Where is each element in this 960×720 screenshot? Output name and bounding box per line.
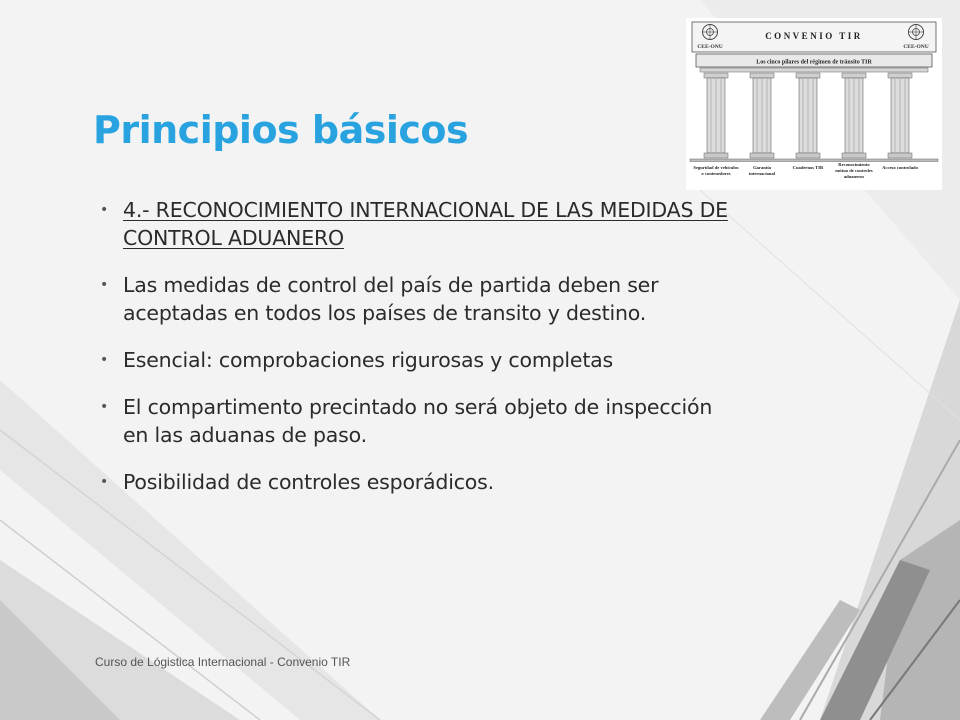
bullet-item xyxy=(100,271,740,327)
bullet-item xyxy=(100,346,740,374)
pillar-label-line: Reconocimiento xyxy=(838,162,870,167)
bullet-text: Posibilidad de controles esporádicos. xyxy=(123,470,494,494)
pillar-label xyxy=(793,165,824,170)
pillar xyxy=(704,73,728,158)
pillar-label-line: o contenedores xyxy=(701,171,731,176)
pillar xyxy=(888,73,912,158)
slide-title: Principios básicos xyxy=(93,108,469,152)
pillar-label xyxy=(882,165,918,170)
bullet-text-heading: 4.- RECONOCIMIENTO INTERNACIONAL DE LAS MEDIDAS DE CONTROL ADUANERO xyxy=(123,198,728,250)
pillar-label-line: internacional xyxy=(748,171,776,176)
figure-subtitle: Los cinco pilares del régimen de tránsito TIR xyxy=(756,59,872,66)
un-logo-left-icon xyxy=(703,25,718,40)
bullet-item xyxy=(100,393,740,449)
pillar-label-line: Garantía xyxy=(753,165,771,170)
bullet-text: El compartimento precintado no será objeto de inspección en las aduanas de paso. xyxy=(123,395,713,447)
bullet-text: Esencial: comprobaciones rigurosas y completas xyxy=(123,348,614,372)
bullet-text: Las medidas de control del país de partida deben ser aceptadas en todos los países de transito y destino. xyxy=(123,273,659,325)
pillar-label-line: Seguridad de vehículos xyxy=(693,165,739,170)
pillars-base xyxy=(690,159,938,162)
logo-right-label: CEE-ONU xyxy=(903,44,929,50)
bullet-item xyxy=(100,468,740,496)
figure-header: CONVENIO TIR xyxy=(765,31,863,41)
bullet-list xyxy=(100,196,740,515)
pillar xyxy=(750,73,774,158)
logo-left-label: CEE-ONU xyxy=(697,44,723,50)
pillar-label-line: Cuadernos TIR xyxy=(792,165,824,170)
pillar-label-line: aduaneros xyxy=(843,174,865,179)
bullet-item xyxy=(100,196,740,252)
tir-pillars-diagram xyxy=(686,18,942,190)
slide-footer: Curso de Lógistica Internacional - Convenio TIR xyxy=(95,655,351,669)
pillar xyxy=(842,73,866,158)
pillar-label-line: Acceso controlado xyxy=(882,165,918,170)
capital-band xyxy=(700,68,928,72)
pillar-label-line: mútuo de controles xyxy=(835,168,873,173)
pillar xyxy=(796,73,820,158)
un-logo-right-icon xyxy=(909,25,924,40)
